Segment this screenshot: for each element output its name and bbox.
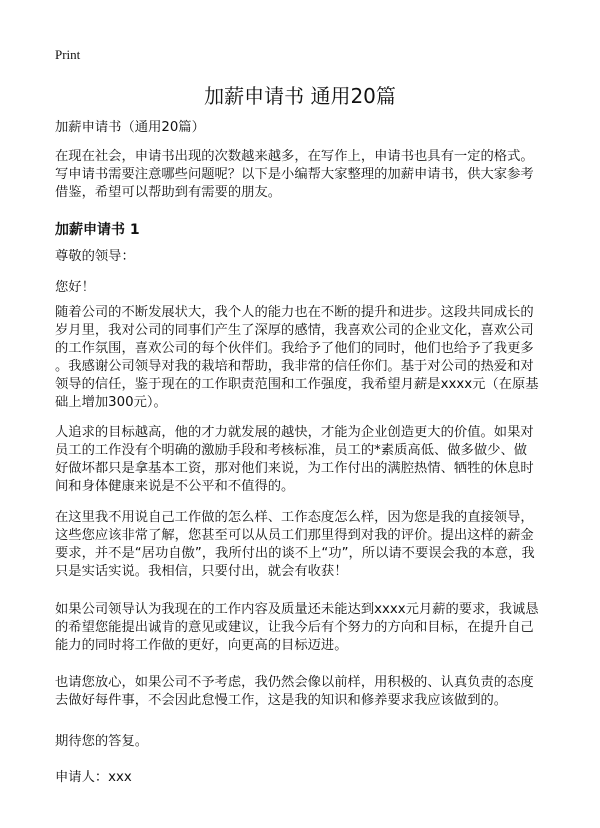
- body-paragraph-5: [55, 674, 555, 710]
- print-link[interactable]: Print: [55, 47, 81, 62]
- text-line: 础上增加300元）。: [55, 395, 167, 410]
- intro-paragraph: [55, 148, 555, 202]
- greeting: 您好！: [55, 280, 95, 295]
- text-line: 在现在社会，申请书出现的次数越来越多，在写作上，申请书也具有一定的格式。: [55, 149, 534, 164]
- signature: 申请人：xxx: [55, 770, 132, 785]
- text-line: 员工的工作没有个明确的激励手段和考核标准，员工的*素质高低、做多做少、做: [55, 443, 528, 458]
- text-line: 岁月里，我对公司的同事们产生了深厚的感情，我喜欢公司的企业文化，喜欢公司: [55, 323, 534, 338]
- text-line: 人追求的目标越高，他的才力就发展的越快，才能为企业创造更大的价值。如果对: [55, 425, 534, 440]
- text-line: 也请您放心，如果公司不予考虑，我仍然会像以前样，用积极的、认真负责的态度: [55, 675, 534, 690]
- body-paragraph-1: [55, 304, 555, 412]
- body-paragraph-4: [55, 601, 555, 655]
- text-line: 如果公司领导认为我现在的工作内容及质量还未能达到xxxx元月薪的要求，我诚恳: [55, 602, 539, 617]
- subtitle: 加薪申请书（通用20篇）: [55, 120, 205, 135]
- text-line: 能力的同时将工作做的更好，向更高的目标迈进。: [55, 638, 348, 653]
- text-line: 要求，并不是“居功自傲”，我所付出的谈不上“功”，所以请不要误会我的本意，我: [55, 546, 535, 561]
- text-line: 。我感谢公司领导对我的栽培和帮助，我非常的信任你们。基于对公司的热爱和对: [55, 359, 534, 374]
- body-paragraph-3: [55, 509, 555, 581]
- body-paragraph-2: [55, 424, 555, 496]
- text-line: 去做好每件事，不会因此怠慢工作，这是我的知识和修养要求我应该做到的。: [55, 693, 508, 708]
- text-line: 好做坏都只是拿基本工资，那对他们来说，为工作付出的满腔热情、牺牲的休息时: [55, 461, 534, 476]
- text-line: 的希望您能提出诚肯的意见或建议，让我今后有个努力的方向和目标，在提升自己: [55, 620, 534, 635]
- closing: 期待您的答复。: [55, 734, 149, 749]
- text-line: 间和身体健康来说是不公平和不值得的。: [55, 479, 295, 494]
- section-heading: 加薪申请书 1: [55, 222, 140, 238]
- text-line: 写申请书需要注意哪些问题呢？以下是小编帮大家整理的加薪申请书，供大家参考: [55, 167, 534, 182]
- text-line: 这些您应该非常了解，您甚至可以从员工们那里得到对我的评价。提出这样的薪金: [55, 528, 534, 543]
- text-line: 领导的信任，鉴于现在的工作职责范围和工作强度，我希望月薪是xxxx元（在原基: [55, 377, 539, 392]
- text-line: 在这里我不用说自己工作做的怎么样、工作态度怎么样，因为您是我的直接领导，: [55, 510, 534, 525]
- text-line: 借鉴，希望可以帮助到有需要的朋友。: [55, 185, 282, 200]
- text-line: 只是实话实说。我相信，只要付出，就会有收获！: [55, 564, 348, 579]
- page-title: 加薪申请书 通用20篇: [204, 84, 396, 108]
- salutation: 尊敬的领导：: [55, 249, 135, 264]
- text-line: 的工作氛围，喜欢公司的每个伙伴们。我给予了他们的同时，他们也给予了我更多: [55, 341, 534, 356]
- text-line: 随着公司的不断发展状大，我个人的能力也在不断的提升和进步。这段共同成长的: [55, 305, 534, 320]
